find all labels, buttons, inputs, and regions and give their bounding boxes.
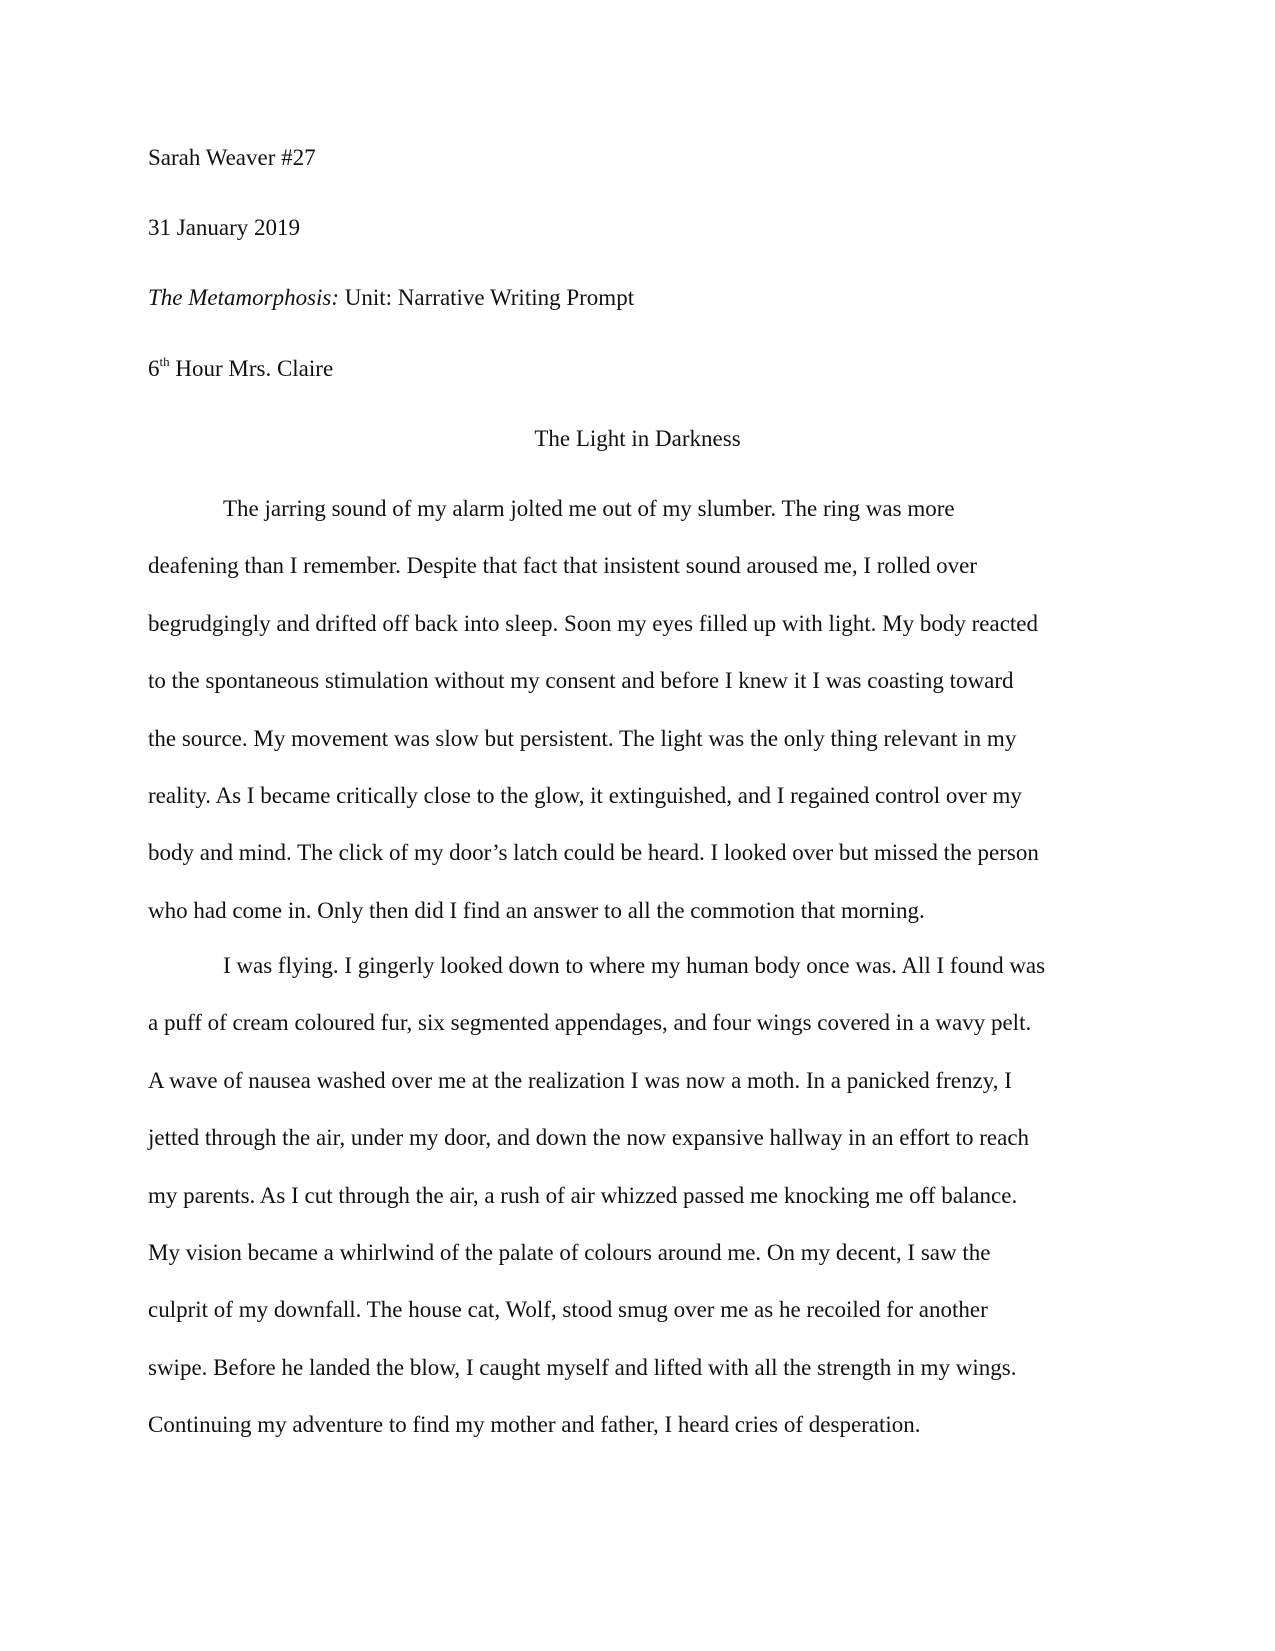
paragraph-line: jetted through the air, under my door, and down the now expansive hallway in an effort to reach [148,1125,1030,1151]
teacher-text: Hour Mrs. Claire [169,356,334,381]
paragraph-line: my parents. As I cut through the air, a rush of air whizzed passed me knocking me off balance. [148,1182,1018,1208]
paragraph-line: to the spontaneous stimulation without my consent and before I knew it I was coasting toward [148,668,1014,694]
paragraph-line: the source. My movement was slow but persistent. The light was the only thing relevant in my [148,725,1017,751]
date-line: 31 January 2019 [148,215,301,240]
paragraph-1 [148,480,1128,939]
hour-number: 6 [148,356,160,381]
paragraph-line: body and mind. The click of my door’s latch could be heard. I looked over but missed the person [148,840,1039,866]
paragraph-line: A wave of nausea washed over me at the realization I was now a moth. In a panicked frenzy, I [148,1067,1012,1093]
paragraph-2 [148,937,1128,1454]
course-unit-text: Unit: Narrative Writing Prompt [339,285,635,310]
paragraph-line: who had come in. Only then did I find an answer to all the commotion that morning. [148,897,925,923]
paragraph-line: I was flying. I gingerly looked down to where my human body once was. All I found was [223,953,1046,978]
course-line [148,283,634,313]
paragraph-line: culprit of my downfall. The house cat, Wolf, stood smug over me as he recoiled for another [148,1297,988,1323]
essay-title: The Light in Darkness [534,426,741,451]
paragraph-line: The jarring sound of my alarm jolted me out of my slumber. The ring was more [223,496,955,521]
paragraph-line: My vision became a whirlwind of the palate of colours around me. On my decent, I saw the [148,1239,991,1265]
hour-ordinal-suffix: th [159,354,170,369]
paragraph-line: begrudgingly and drifted off back into sleep. Soon my eyes filled up with light. My body reacted [148,610,1039,636]
author-name-line: Sarah Weaver #27 [148,145,316,170]
paragraph-line: swipe. Before he landed the blow, I caught myself and lifted with all the strength in my wings. [148,1354,1017,1380]
class-hour-line [148,354,333,387]
paragraph-line: Continuing my adventure to find my mother and father, I heard cries of desperation. [148,1412,921,1438]
paragraph-line: reality. As I became critically close to the glow, it extinguished, and I regained control over my [148,782,1022,808]
paragraph-line: deafening than I remember. Despite that fact that insistent sound aroused me, I rolled over [148,553,978,579]
course-title-italic: The Metamorphosis: [148,285,340,310]
paragraph-line: a puff of cream coloured fur, six segmented appendages, and four wings covered in a wavy pelt. [148,1010,1032,1036]
